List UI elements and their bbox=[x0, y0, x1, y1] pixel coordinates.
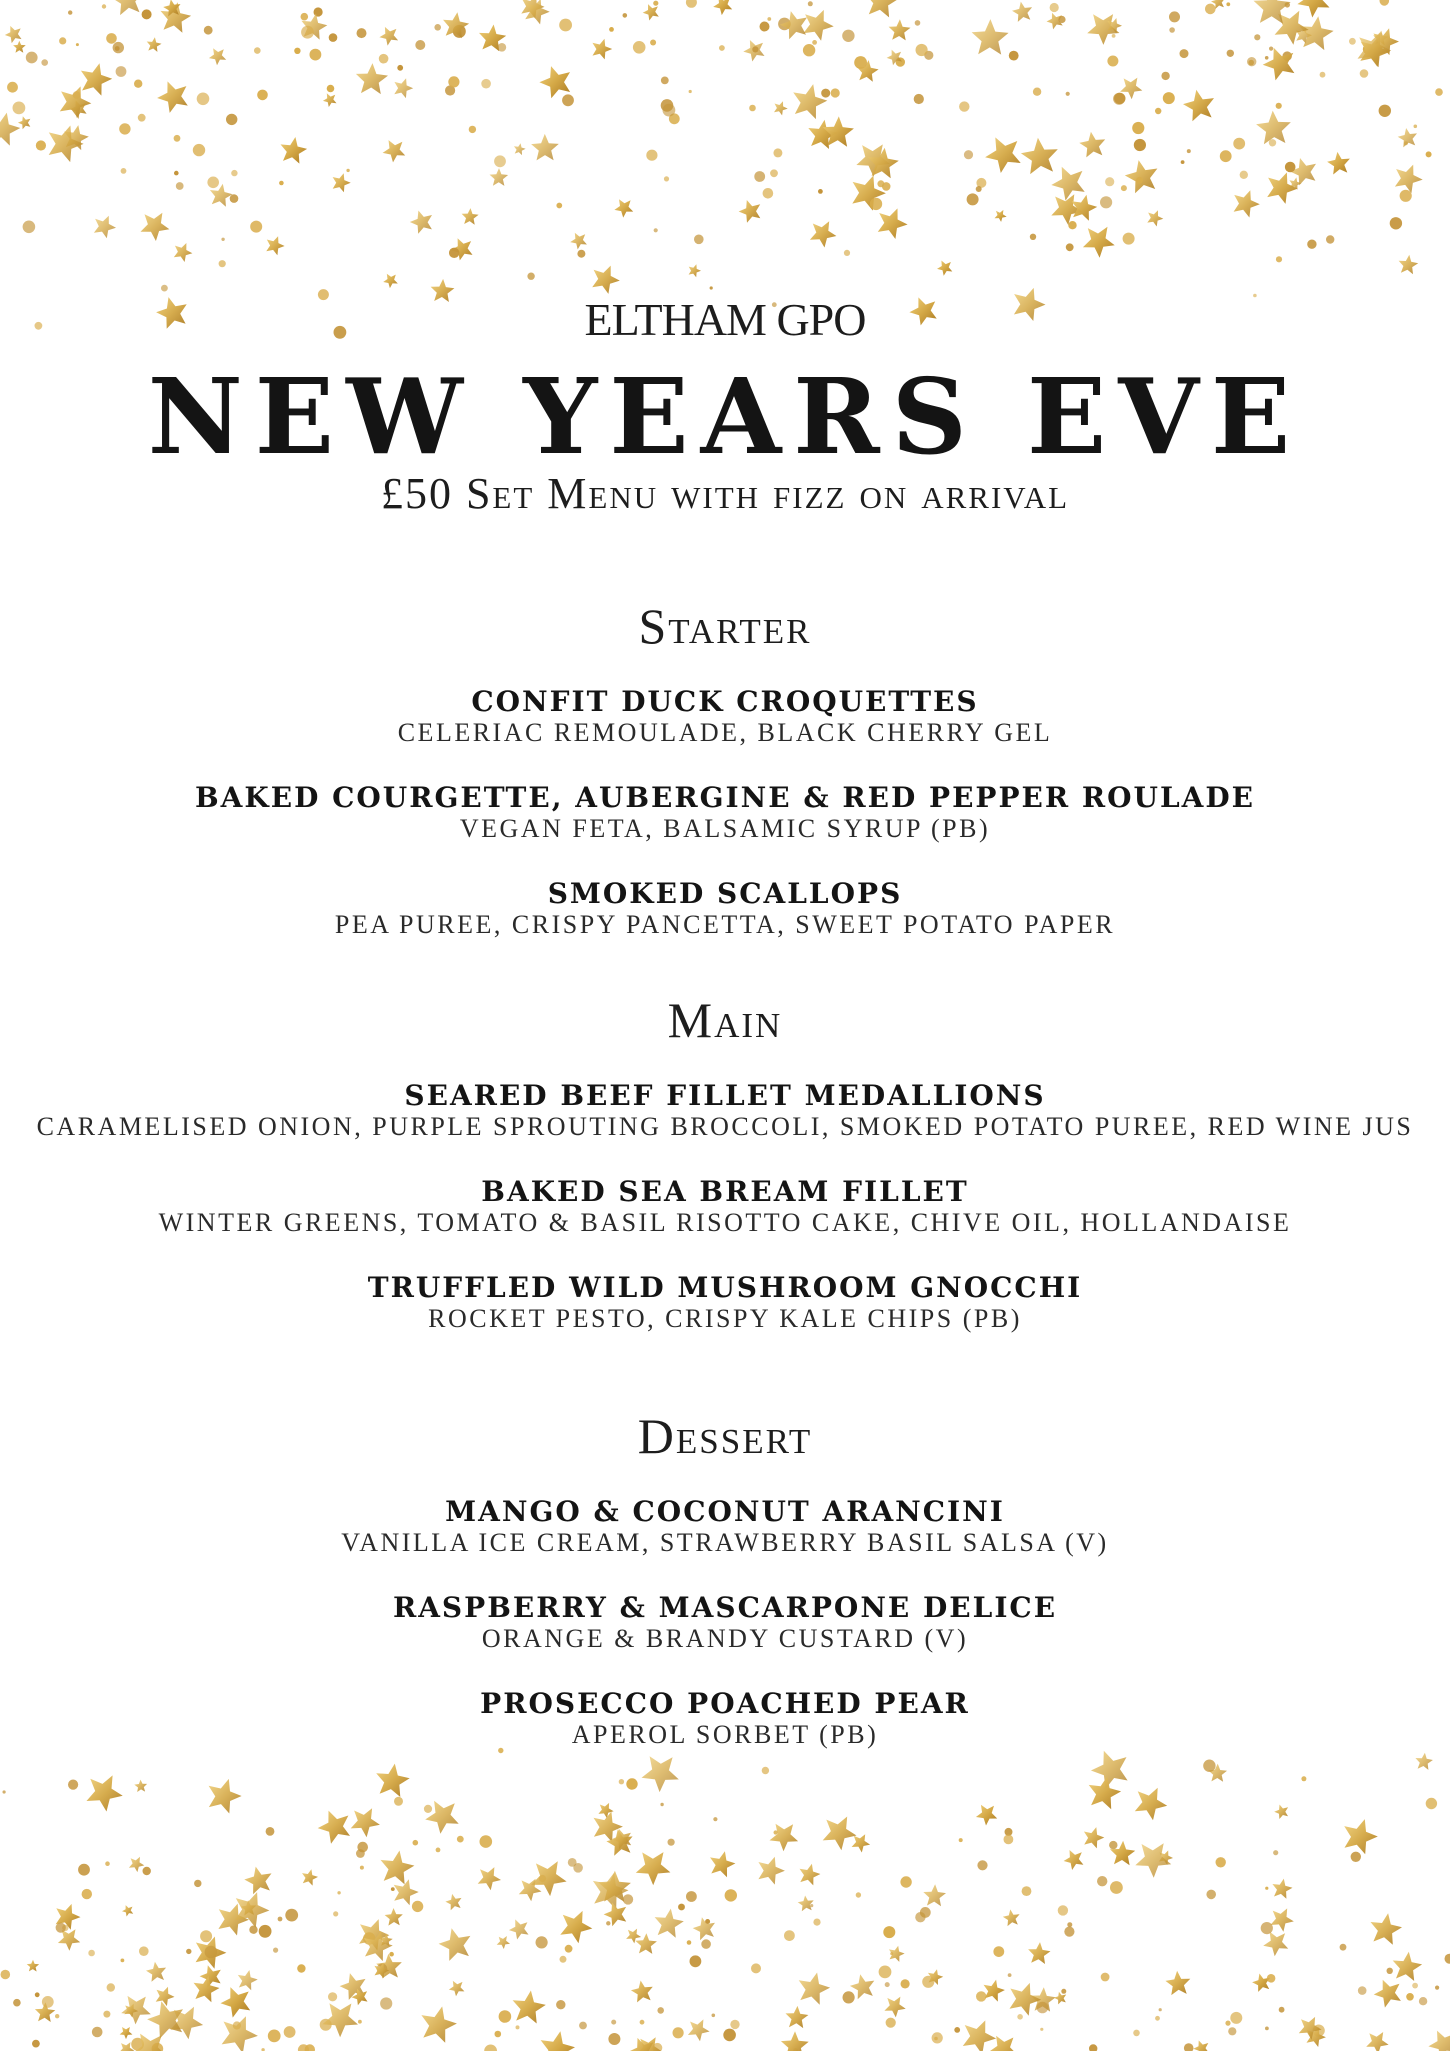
dish-description: APEROL SORBET (PB) bbox=[571, 1720, 879, 1749]
section-starter bbox=[0, 596, 1450, 974]
section-heading-starter: Starter bbox=[638, 598, 812, 654]
menu-subtitle: £50 Set Menu with fizz on arrival bbox=[380, 469, 1070, 518]
menu-item bbox=[0, 782, 1450, 844]
dish-name: RASPBERRY & MASCARPONE DELICE bbox=[392, 1591, 1058, 1624]
dish-name: CONFIT DUCK CROQUETTES bbox=[471, 685, 979, 718]
dish-description: CARAMELISED ONION, PURPLE SPROUTING BROCCOLI, SMOKED POTATO PUREE, RED WINE JUS bbox=[36, 1112, 1414, 1141]
section-heading-dessert: Dessert bbox=[637, 1408, 813, 1464]
dish-name: BAKED COURGETTE, AUBERGINE & RED PEPPER ROULADE bbox=[195, 781, 1255, 814]
menu-item bbox=[0, 1496, 1450, 1558]
dish-description: ROCKET PESTO, CRISPY KALE CHIPS (PB) bbox=[428, 1304, 1022, 1333]
menu-item bbox=[0, 686, 1450, 748]
dish-name: MANGO & COCONUT ARANCINI bbox=[445, 1495, 1005, 1528]
section-heading-main: Main bbox=[667, 992, 783, 1048]
dish-name: BAKED SEA BREAM FILLET bbox=[481, 1175, 969, 1208]
dish-name: SEARED BEEF FILLET MEDALLIONS bbox=[404, 1079, 1046, 1112]
menu-item bbox=[0, 1272, 1450, 1334]
menu-item bbox=[0, 878, 1450, 940]
event-title: NEW YEARS EVE bbox=[147, 355, 1303, 478]
menu-item bbox=[0, 1176, 1450, 1238]
venue-name: ELTHAM GPO bbox=[584, 294, 866, 345]
section-dessert bbox=[0, 1406, 1450, 1784]
dish-description: ORANGE & BRANDY CUSTARD (V) bbox=[481, 1624, 969, 1653]
menu-item bbox=[0, 1592, 1450, 1654]
dish-description: CELERIAC REMOULADE, BLACK CHERRY GEL bbox=[397, 718, 1053, 747]
dish-name: TRUFFLED WILD MUSHROOM GNOCCHI bbox=[367, 1271, 1083, 1304]
dish-name: PROSECCO POACHED PEAR bbox=[480, 1687, 970, 1720]
dish-description: VANILLA ICE CREAM, STRAWBERRY BASIL SALSA (V) bbox=[341, 1528, 1109, 1557]
menu-item bbox=[0, 1080, 1450, 1142]
dish-name: SMOKED SCALLOPS bbox=[547, 877, 903, 910]
dish-description: PEA PUREE, CRISPY PANCETTA, SWEET POTATO PAPER bbox=[334, 910, 1116, 939]
dish-description: VEGAN FETA, BALSAMIC SYRUP (PB) bbox=[459, 814, 991, 843]
section-main bbox=[0, 990, 1450, 1368]
dish-description: WINTER GREENS, TOMATO & BASIL RISOTTO CAKE, CHIVE OIL, HOLLANDAISE bbox=[158, 1208, 1292, 1237]
menu-item bbox=[0, 1688, 1450, 1750]
